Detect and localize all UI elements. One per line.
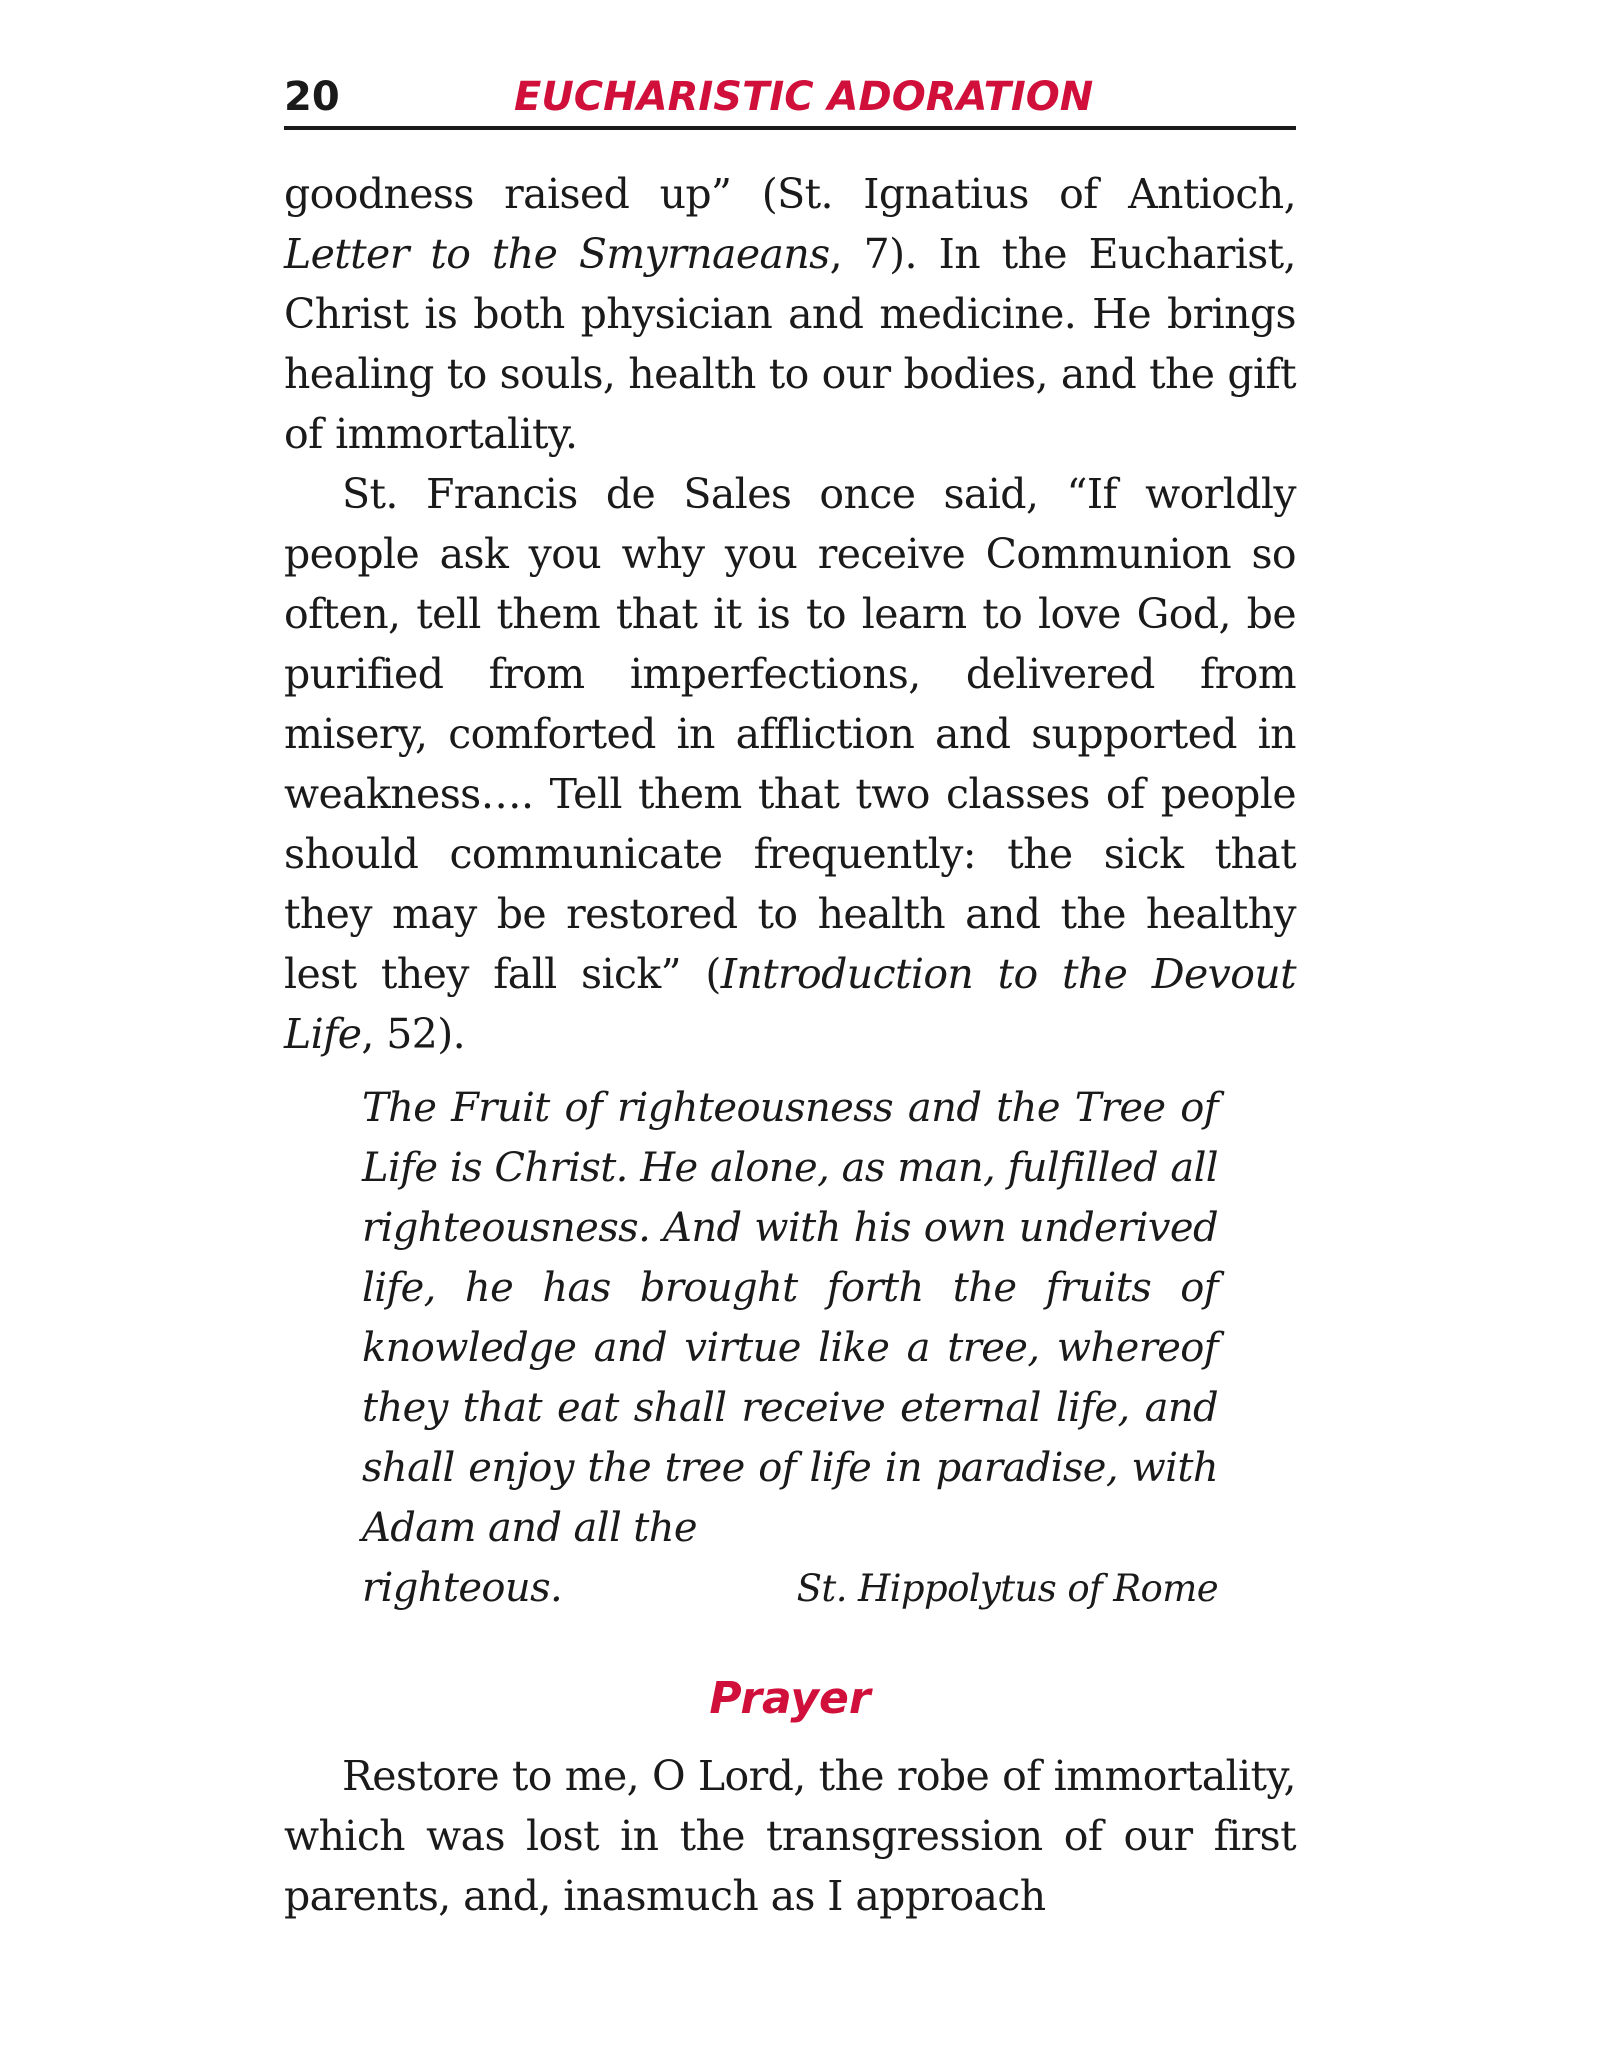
prayer-heading: Prayer xyxy=(709,1673,871,1724)
work-title-smyrnaeans: Letter to the Smyrnaeans xyxy=(284,230,830,278)
quote-text: The Fruit of righteousness and the Tree of Life is Christ. He alone, as man, fulfilled all righteousness. And with his own underived life, he has brought forth the fruits of knowledge and virtue like a tree, whereof they that eat shall receive eternal life, and shall enjoy the tree of life in paradise, with Adam and all the xyxy=(362,1085,1218,1551)
paragraph-2 xyxy=(284,464,1296,1064)
running-head xyxy=(284,70,1296,130)
work-title-devout-life: Introduction to the Devout Life xyxy=(284,950,1296,1058)
paragraph-1-text: goodness raised up” (St. Ignatius of Antioch, xyxy=(284,170,1296,218)
prayer-text: Restore to me, O Lord, the robe of immortality, which was lost in the transgression of our first parents, and, inasmuch as I approach xyxy=(284,1752,1296,1920)
block-quote xyxy=(362,1078,1218,1619)
quote-attribution: St. Hippolytus of Rome xyxy=(796,1567,1218,1610)
paragraph-2-text-end: , 52). xyxy=(361,1010,466,1058)
paragraph-2-text: St. Francis de Sales once said, “If worldly people ask you why you receive Communion so often, tell them that it is to learn to love God, be purified from imperfections, delivered from misery, comforted in affliction and supported in weakness…. Tell them that two classes of people should communicate frequently: the sick that they may be restored to health and the healthy lest they fall sick” ( xyxy=(284,470,1296,998)
quote-last-line xyxy=(362,1558,1218,1619)
paragraph-1 xyxy=(284,164,1296,464)
book-page xyxy=(284,70,1296,1926)
quote-last-word: righteous. xyxy=(362,1565,563,1611)
page-number: 20 xyxy=(284,74,340,120)
book-title: EUCHARISTIC ADORATION xyxy=(514,74,1094,120)
paragraph-1-text-end: , 7). In the Eucharist, Christ is both physician and medicine. He brings healing to souls, health to our bodies, and the gift of immortality. xyxy=(284,230,1296,458)
